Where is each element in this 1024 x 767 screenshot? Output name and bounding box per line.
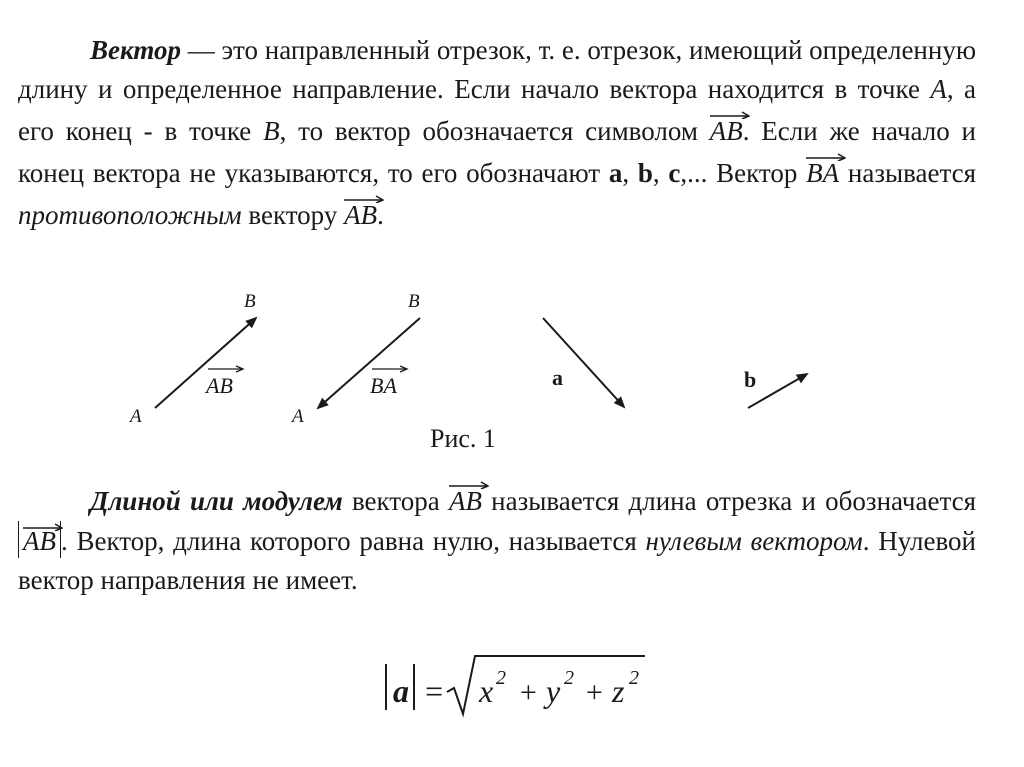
text: вектора (342, 486, 449, 516)
text: , (652, 158, 669, 188)
vector-definition-paragraph (18, 31, 976, 235)
vector-ab-symbol (710, 109, 743, 151)
vector-ab-symbol (23, 521, 56, 558)
vector-ba-drawing (290, 291, 420, 427)
vector-name: BA (806, 158, 840, 188)
label-start-a: A (130, 406, 142, 427)
text: называется длина отрезка и обозначается (481, 486, 976, 516)
vector-a-arrow-icon (543, 318, 624, 407)
text: называется (839, 158, 977, 188)
formula-x: x (479, 673, 494, 709)
formula-z: z (612, 673, 625, 709)
text: . Вектор, длина которого равна нулю, называется (61, 526, 646, 556)
vector-ab-symbol (344, 193, 377, 235)
vector-name: AB (448, 486, 482, 516)
formula-y: y (546, 673, 561, 709)
text: , а его конец - в точке (18, 74, 977, 146)
label-vector-ab: AB (206, 373, 233, 398)
term-length-modulus: Длиной или модулем (90, 486, 343, 516)
label-vector-b: b (744, 367, 757, 392)
vector-name: AB (344, 200, 378, 230)
text: , (622, 158, 638, 188)
label-end-b: B (408, 291, 420, 312)
vector-ba-arrow-icon (318, 318, 420, 408)
vector-a-symbol: a (608, 158, 623, 188)
vectors-figure (0, 270, 1024, 430)
vector-ab-drawing (128, 291, 256, 427)
formula-exp-x: 2 (496, 667, 506, 689)
label-vector-a: a (552, 365, 563, 390)
vector-ab-modulus (18, 521, 61, 558)
term-opposite: противоположным (18, 200, 242, 230)
label-start-a: A (292, 406, 304, 427)
vector-length-formula (383, 652, 653, 722)
vector-length-paragraph (18, 479, 976, 600)
formula-plus: + (584, 676, 605, 709)
vector-ab-symbol (449, 479, 482, 521)
text: . Нулевой вектор направления не имеет. (18, 526, 976, 595)
vector-c-symbol: c (668, 158, 681, 188)
text: . Если же начало и конец вектора не указываются, то его обозначают (18, 116, 976, 188)
text: ,... Вектор (680, 158, 807, 188)
term-zero-vector: нулевым вектором (645, 526, 863, 556)
vector-b-drawing (744, 367, 807, 408)
formula-equals: = (423, 673, 445, 709)
text: вектору (241, 200, 345, 230)
formula-exp-z: 2 (629, 667, 639, 689)
text: — это направленный отрезок, т. е. отрезок, имеющий определенную длину и определенное направление. Если начало вектора находится в точке (18, 35, 976, 104)
point-b: B (263, 116, 280, 146)
text: , то вектор обозначается символом (279, 116, 710, 146)
vector-name: AB (23, 526, 56, 556)
vector-name: AB (709, 116, 743, 146)
label-end-b: B (244, 291, 256, 312)
formula-plus: + (518, 676, 539, 709)
vector-a-drawing (543, 318, 624, 407)
label-vector-ba: BA (370, 373, 397, 398)
vector-ba-symbol (806, 151, 839, 193)
figure-caption: Рис. 1 (430, 424, 496, 453)
vector-b-symbol: b (637, 158, 653, 188)
formula-vector-a: a (393, 673, 409, 709)
vector-b-arrow-icon (748, 374, 807, 408)
term-vector: Вектор (90, 35, 181, 65)
point-a: A (930, 74, 947, 104)
formula-exp-y: 2 (564, 667, 574, 689)
text: . (377, 200, 384, 230)
